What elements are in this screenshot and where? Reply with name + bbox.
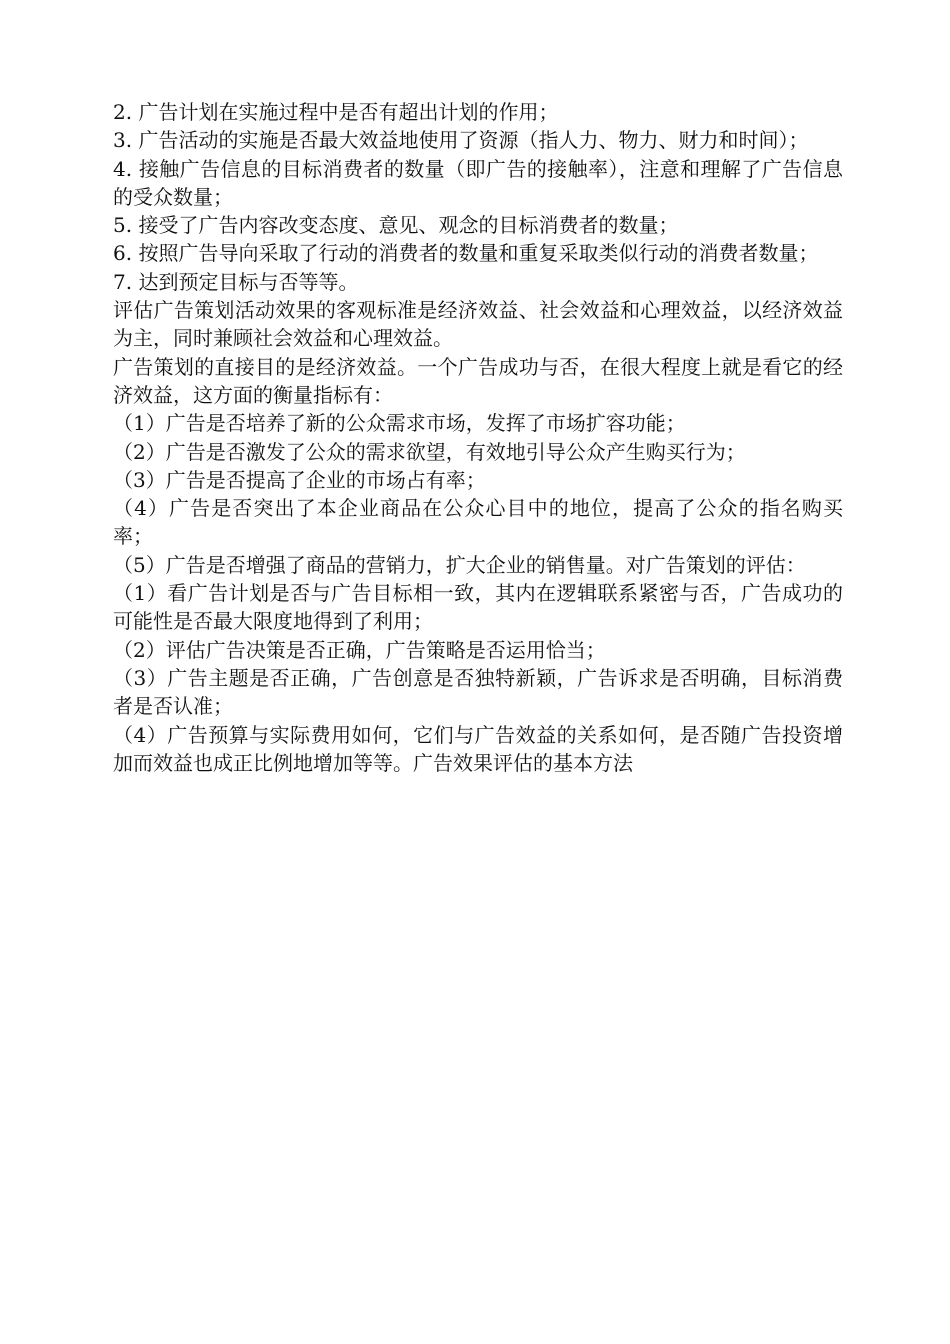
paragraph-item-6: 6. 按照广告导向采取了行动的消费者的数量和重复采取类似行动的消费者数量； — [113, 241, 819, 266]
paragraph-indicator-3: （3）广告是否提高了企业的市场占有率； — [113, 467, 486, 492]
paragraph-item-2: 2. 广告计划在实施过程中是否有超出计划的作用； — [113, 100, 559, 124]
paragraph-evaluation-4: （4）广告预算与实际费用如何，它们与广告效益的关系如何，是否随广告投资增加而效益也成正比例地增加等等。广告效果评估的基本方法 — [113, 722, 843, 775]
paragraph-item-3: 3. 广告活动的实施是否最大效益地使用了资源（指人力、物力、财力和时间）； — [113, 128, 809, 153]
paragraph-indicator-1: （1）广告是否培养了新的公众需求市场，发挥了市场扩容功能； — [113, 411, 686, 436]
paragraph-item-4: 4. 接触广告信息的目标消费者的数量（即广告的接触率），注意和理解了广告信息的受众数量； — [113, 156, 843, 209]
paragraph-economic-benefit: 广告策划的直接目的是经济效益。一个广告成功与否，在很大程度上就是看它的经济效益，这方面的衡量指标有： — [113, 354, 843, 407]
paragraph-indicator-4: （4）广告是否突出了本企业商品在公众心目中的地位，提高了公众的指名购买率； — [113, 496, 843, 549]
paragraph-evaluation-1: （1）看广告计划是否与广告目标相一致，其内在逻辑联系紧密与否，广告成功的可能性是否最大限度地得到了利用； — [113, 581, 843, 634]
paragraph-evaluation-2: （2）评估广告决策是否正确，广告策略是否运用恰当； — [113, 637, 606, 662]
paragraph-item-7: 7. 达到预定目标与否等等。 — [113, 269, 359, 294]
paragraph-evaluation-3: （3）广告主题是否正确，广告创意是否独特新颖，广告诉求是否明确，目标消费者是否认准； — [113, 665, 843, 719]
paragraph-indicator-2: （2）广告是否激发了公众的需求欲望，有效地引导公众产生购买行为； — [113, 439, 746, 464]
document-body — [113, 98, 843, 777]
paragraph-indicator-5: （5）广告是否增强了商品的营销力，扩大企业的销售量。对广告策划的评估： — [113, 552, 806, 577]
paragraph-item-5: 5. 接受了广告内容改变态度、意见、观念的目标消费者的数量； — [113, 213, 679, 238]
paragraph-objective-standard: 评估广告策划活动效果的客观标准是经济效益、社会效益和心理效益，以经济效益为主，同时兼顾社会效益和心理效益。 — [113, 298, 843, 351]
